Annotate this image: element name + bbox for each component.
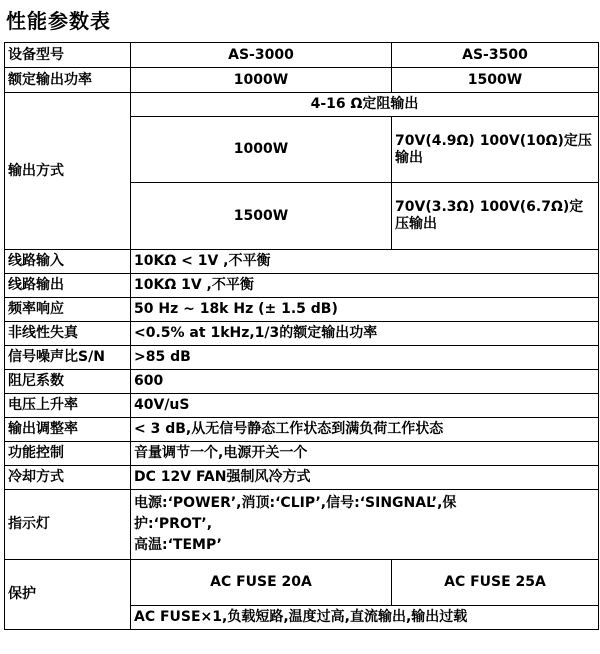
table-row (5, 43, 599, 68)
fuse-as3000: AC FUSE 20A (131, 560, 392, 606)
spec-value: 600 (131, 370, 599, 394)
output-power-1500: 1500W (131, 183, 392, 250)
spec-value: 40V/uS (131, 394, 599, 418)
spec-value: 10KΩ < 1V ,不平衡 (131, 250, 599, 274)
indicator-label: 指示灯 (5, 490, 131, 560)
model-as3000: AS-3000 (131, 43, 392, 68)
spec-label: 非线性失真 (5, 322, 131, 346)
fuse-as3500: AC FUSE 25A (392, 560, 599, 606)
output-voltage-1500: 70V(3.3Ω) 100V(6.7Ω)定压输出 (392, 183, 599, 250)
table-row (5, 298, 599, 322)
spec-label: 电压上升率 (5, 394, 131, 418)
table-row (5, 322, 599, 346)
output-power-1000: 1000W (131, 117, 392, 183)
indicator-line: 护:‘PROT’, (134, 516, 213, 532)
table-row (5, 68, 599, 93)
spec-label: 信号噪声比S/N (5, 346, 131, 370)
spec-label: 线路输入 (5, 250, 131, 274)
spec-value: DC 12V FAN强制风冷方式 (131, 466, 599, 490)
table-row (5, 466, 599, 490)
spec-table (4, 42, 599, 630)
spec-label: 输出调整率 (5, 418, 131, 442)
table-row (5, 93, 599, 117)
output-voltage-1000: 70V(4.9Ω) 100V(10Ω)定压输出 (392, 117, 599, 183)
page-title: 性能参数表 (6, 9, 111, 33)
power-as3500: 1500W (392, 68, 599, 93)
output-impedance: 4-16 Ω定阻输出 (131, 93, 599, 117)
spec-value: 10KΩ 1V ,不平衡 (131, 274, 599, 298)
table-row (5, 490, 599, 560)
spec-value: 50 Hz ~ 18k Hz (± 1.5 dB) (131, 298, 599, 322)
table-row (5, 346, 599, 370)
output-label: 输出方式 (5, 93, 131, 250)
spec-value: < 3 dB,从无信号静态工作状态到满负荷工作状态 (131, 418, 599, 442)
spec-value: 音量调节一个,电源开关一个 (131, 442, 599, 466)
power-as3000: 1000W (131, 68, 392, 93)
spec-value: <0.5% at 1kHz,1/3的额定输出功率 (131, 322, 599, 346)
power-label: 额定输出功率 (5, 68, 131, 93)
table-row (5, 394, 599, 418)
spec-label: 频率响应 (5, 298, 131, 322)
model-as3500: AS-3500 (392, 43, 599, 68)
spec-value: >85 dB (131, 346, 599, 370)
spec-label: 线路输出 (5, 274, 131, 298)
table-row (5, 250, 599, 274)
indicator-value (131, 490, 599, 560)
table-row (5, 560, 599, 606)
table-row (5, 418, 599, 442)
spec-label: 冷却方式 (5, 466, 131, 490)
protection-label: 保护 (5, 560, 131, 630)
spec-label: 功能控制 (5, 442, 131, 466)
indicator-line: 高温:‘TEMP’ (134, 537, 222, 553)
indicator-line: 电源:‘POWER’,消顶:‘CLIP’,信号:‘SINGNAL’,保 (134, 495, 457, 511)
table-row (5, 442, 599, 466)
table-row (5, 274, 599, 298)
protection-note: AC FUSE×1,负载短路,温度过高,直流输出,输出过载 (131, 606, 599, 630)
table-row (5, 370, 599, 394)
model-label: 设备型号 (5, 43, 131, 68)
spec-label: 阻尼系数 (5, 370, 131, 394)
